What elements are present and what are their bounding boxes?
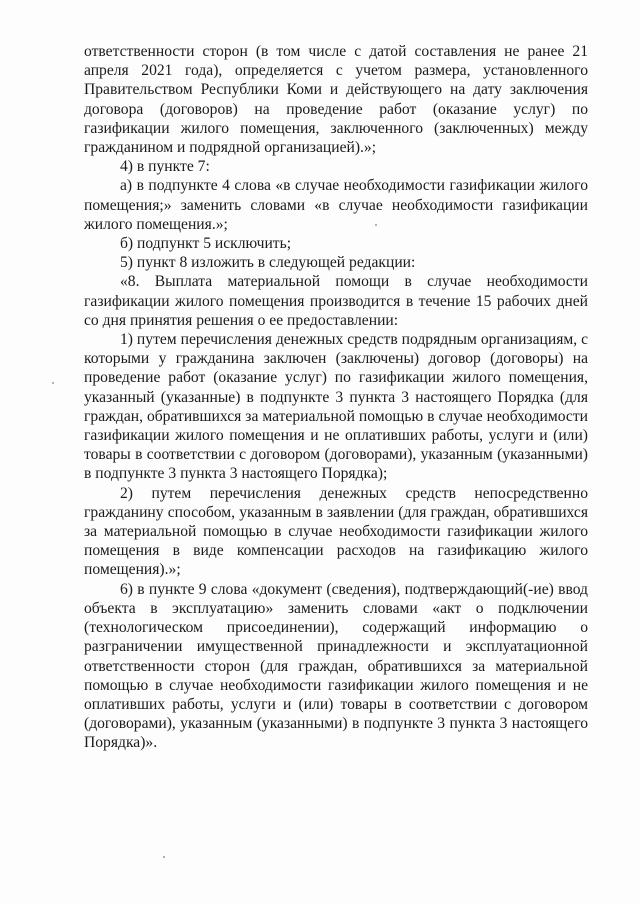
scan-speck [163,856,165,858]
paragraph-item-4b: б) подпункт 5 исключить; [120,235,292,253]
paragraph-continuation: ответственности сторон (в том числе с датой составления не ранее 21 апреля 2021 года), определяется с учетом размера, установленного Правительством Республики Коми и действующего на дату заключения договора (договоров) на проведение работ (оказание услуг) по газификации жилого помещения, заключенного (заключенных) между гражданином и подрядной организацией).»; [84,43,588,157]
scan-speck [375,224,377,226]
paragraph-clause-8-2: 2) путем перечисления денежных средств непосредственно гражданину способом, указанным в заявлении (для граждан, обратившихся за материальной помощью в случае необходимости газификации жилого помещения в виде компенсации расходов на газификацию жилого помещения).»; [84,484,588,579]
document-body [84,42,588,753]
paragraph-item-4: 4) в пункте 7: [120,158,210,176]
paragraph-item-6: 6) в пункте 9 слова «документ (сведения), подтверждающий(-ие) ввод объекта в эксплуатацию» заменить словами «акт о подключении (технологическом присоединении), содержащий информацию о разграничении имущественной принадлежности и эксплуатационной ответственности сторон (для граждан, обратившихся за материальной помощью в случае необходимости газификации жилого помещения и не оплативших работы, услуги и (или) товары в соответствии с договором (договорами), указанным (указанными) в подпункте 3 пункта 3 настоящего Порядка)». [84,580,588,752]
scan-speck [52,382,54,384]
paragraph-item-5: 5) пункт 8 изложить в следующей редакции: [120,254,416,272]
paragraph-item-4a: а) в подпункте 4 слова «в случае необходимости газификации жилого помещения;» заменить словами «в случае необходимости газификации жилого помещения.»; [84,177,588,233]
paragraph-clause-8: «8. Выплата материальной помощи в случае необходимости газификации жилого помещения производится в течение 15 рабочих дней со дня принятия решения о ее предоставлении: [84,273,588,329]
paragraph-clause-8-1: 1) путем перечисления денежных средств подрядным организациям, с которыми у гражданина заключен (заключены) договор (договоры) на проведение работ (оказание услуг) по газификации жилого помещения, указанный (указанные) в подпункте 3 пункта 3 настоящего Порядка (для граждан, обратившихся за материальной помощью в случае необходимости газификации жилого помещения и не оплативших работы, услуги и (или) товары в соответствии с договором (договорами), указанным (указанными) в подпункте 3 пункта 3 настоящего Порядка); [84,331,588,483]
